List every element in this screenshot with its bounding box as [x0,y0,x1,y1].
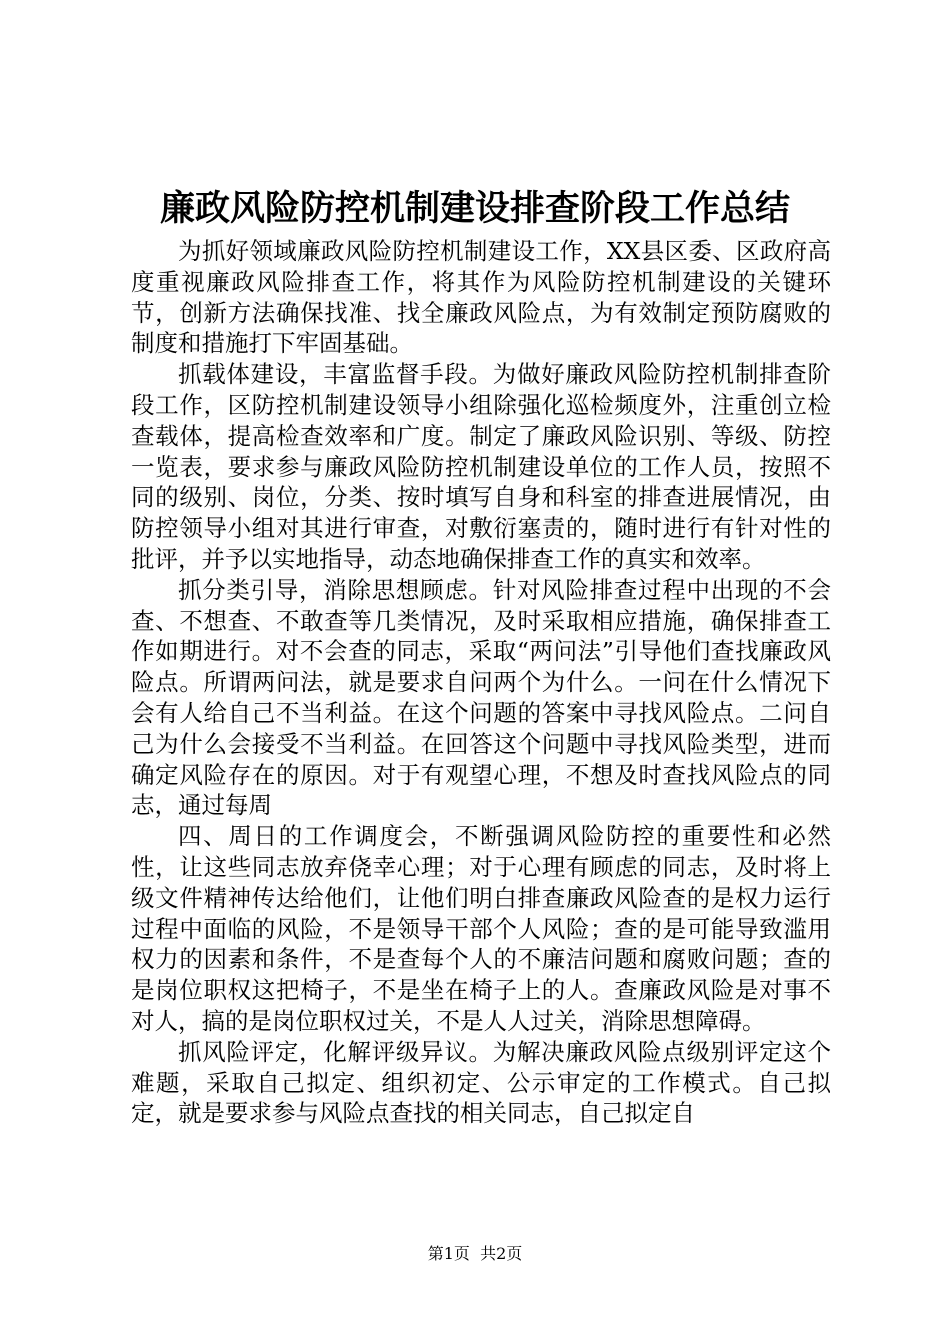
paragraph: 四、周日的工作调度会，不断强调风险防控的重要性和必然性，让这些同志放弃侥幸心理；对于心理有顾虑的同志，及时将上级文件精神传达给他们，让他们明白排查廉政风险查的是权力运行过程中面临的风险，不是领导干部个人风险；查的是可能导致滥用权力的因素和条件，不是查每个人的不廉洁问题和腐败问题；查的是岗位职权这把椅子，不是坐在椅子上的人。查廉政风险是对事不对人，搞的是岗位职权过关，不是人人过关，消除思想障碍。 [131,822,831,1035]
paragraph: 抓分类引导，消除思想顾虑。针对风险排查过程中出现的不会查、不想查、不敢查等几类情况，及时采取相应措施，确保排查工作如期进行。对不会查的同志，采取“两问法”引导他们查找廉政风险点。所谓两问法，就是要求自问两个为什么。一问在什么情况下会有人给自己不当利益。在这个问题的答案中寻找风险点。二问自己为什么会接受不当利益。在回答这个问题中寻找风险类型，进而确定风险存在的原因。对于有观望心理，不想及时查找风险点的同志，通过每周 [131,575,831,820]
page-number: 第1页 [427,1244,470,1263]
paragraph: 抓风险评定，化解评级异议。为解决廉政风险点级别评定这个难题，采取自己拟定、组织初定、公示审定的工作模式。自己拟定，就是要求参与风险点查找的相关同志，自己拟定自 [131,1037,831,1128]
paragraph: 为抓好领域廉政风险防控机制建设工作，XX县区委、区政府高度重视廉政风险排查工作，将其作为风险防控机制建设的关键环节，创新方法确保找准、找全廉政风险点，为有效制定预防腐败的制度和措施打下牢固基础。 [131,237,831,358]
document-body [131,236,831,1129]
page-footer [0,1244,950,1264]
paragraph: 抓载体建设，丰富监督手段。为做好廉政风险防控机制排查阶段工作，区防控机制建设领导小组除强化巡检频度外，注重创立检查载体，提高检查效率和广度。制定了廉政风险识别、等级、防控一览表，要求参与廉政风险防控机制建设单位的工作人员，按照不同的级别、岗位，分类、按时填写自身和科室的排查进展情况，由防控领导小组对其进行审查，对敷衍塞责的，随时进行有针对性的批评，并予以实地指导，动态地确保排查工作的真实和效率。 [131,360,831,573]
page-total: 共2页 [480,1244,523,1263]
document-title: 廉政风险防控机制建设排查阶段工作总结 [159,188,790,229]
footer-separator [470,1244,480,1263]
